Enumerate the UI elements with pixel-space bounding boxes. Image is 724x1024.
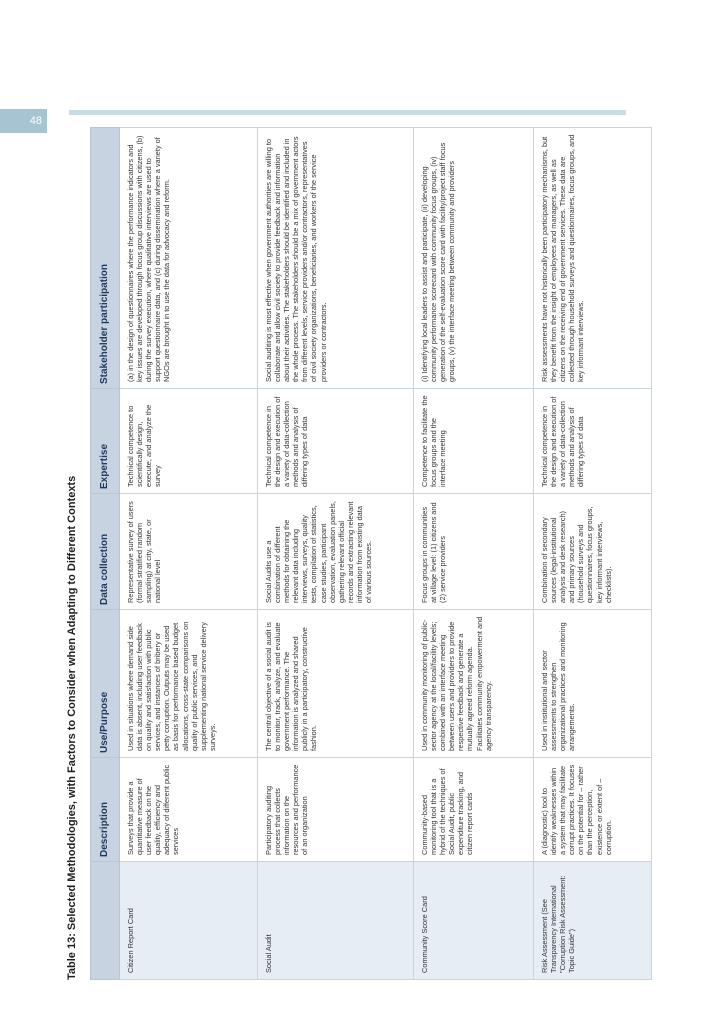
row-use-purpose: Used in situations where demand side data is absent, including user feedback on quality and satisfaction with public services, and instances of bribery or petty corruption. Outputs may be used as basis for performance based budget allocations, cross-state comparisons on quality of public services, and supplementing national service delivery surveys. bbox=[120, 610, 258, 758]
row-methodology-name: Social Audit bbox=[258, 862, 414, 980]
row-description: Surveys that provide a quantitative measure of user feedback on the quality, efficiency and adequacy of different public services bbox=[120, 758, 258, 862]
header-description: Description bbox=[91, 758, 120, 862]
row-methodology-name: Risk Assessment (See Transparency International "Corruption Risk Assessment: Topic Guide") bbox=[534, 862, 652, 980]
table-row bbox=[414, 128, 534, 980]
row-stakeholder-participation: (i) Identifying local leaders to assist and participate, (ii) developing community performance scorecard with community focus groups, (iv) generation of the self-evaluation score card with facility/project staff focus groups, (v) the interface meeting between community and providers bbox=[414, 128, 534, 389]
row-use-purpose: Used in institutional and sector assessments to strengthen organizational practices and monitoring arrangements. bbox=[534, 610, 652, 758]
row-use-purpose: The central objective of a social audit is to monitor, track, analyze, and evaluate government performance. The information is analyzed and shared publicly in a participatory, constructive fashion. bbox=[258, 610, 414, 758]
row-expertise: Competence to facilitate the focus groups and the interface meeting bbox=[414, 389, 534, 494]
page-number: 48 bbox=[0, 109, 47, 133]
table-row bbox=[258, 128, 414, 980]
row-methodology-name: Community Score Card bbox=[414, 862, 534, 980]
row-data-collection: Combination of secondary sources (legal-institutional analysis and desk research) and primary sources (household surveys and questionnaires, focus groups, key informant interviews, checklists). bbox=[534, 494, 652, 610]
table-row bbox=[534, 128, 652, 980]
row-data-collection: Representative survey of users (formal stratified random sampling) at city, state, or national level bbox=[120, 494, 258, 610]
row-methodology-name: Citizen Report Card bbox=[120, 862, 258, 980]
row-data-collection: Social Audits use a combination of different methods for obtaining the relevant data including interviews, surveys, quality tests, compilation of statistics, case studies, participant observation, evaluation panels, gathering relevant official records and extracting relevant information from existing data of various sources. bbox=[258, 494, 414, 610]
row-description: Participatory auditing process that collects information on the resources and performance of an organization bbox=[258, 758, 414, 862]
header-blank bbox=[91, 862, 120, 980]
header-expertise: Expertise bbox=[91, 389, 120, 494]
methodologies-table bbox=[90, 127, 652, 980]
row-expertise: Technical competence to scientifically design, execute, and analyze the survey bbox=[120, 389, 258, 494]
rotated-table-frame bbox=[66, 20, 626, 980]
row-description: A (diagnostic) tool to identify weaknesses within a system that may facilitate corrupt practices. It focuses on the potential for – rather than the perception, existence or extent of – corruption. bbox=[534, 758, 652, 862]
row-data-collection: Focus groups in communities at village level: (1) citizens and (2) service providers bbox=[414, 494, 534, 610]
table-row bbox=[120, 128, 258, 980]
row-use-purpose: Used in community monitoring of public-sector agency at the local/facility levels; combined with an interface meeting between users and providers to provide respective feedback and generate a mutually agreed reform agenda. Facilitates community empowerment and agency transparency. bbox=[414, 610, 534, 758]
header-data-collection: Data collection bbox=[91, 494, 120, 610]
row-stakeholder-participation: Social auditing is most effective when government authorities are willing to collaborate and allow civil society to provide feedback and information about their activities. The stakeholders should be identified and included in the whole process. The stakeholders should be a mix of government actors from different levels, service providers and/or contractors, representatives of civil society organizations, beneficiaries, and workers of the service providers or contractors. bbox=[258, 128, 414, 389]
row-expertise: Technical competence in the design and execution of a variety of data-collection methods and analysis of differing types of data bbox=[258, 389, 414, 494]
row-stakeholder-participation: (a) in the design of questionnaires where the performance indicators and key issues are developed through focus group discussions with citizens, (b) during the survey execution, where qualitative interviews are used to support questionnaire data, and (c) during dissemination where a variety of NGOs are brought in to use the data for advocacy and reform. bbox=[120, 128, 258, 389]
table-header-row bbox=[91, 128, 120, 980]
table-caption: Table 13: Selected Methodologies, with Factors to Consider when Adapting to Different Contexts bbox=[66, 475, 78, 980]
header-stakeholder-participation: Stakeholder participation bbox=[91, 128, 120, 389]
header-use-purpose: Use/Purpose bbox=[91, 610, 120, 758]
row-expertise: Technical competence in the design and execution of a variety of data-collection methods and analysis of differing types of data bbox=[534, 389, 652, 494]
row-description: Community-based monitoring tool that is a hybrid of the techniques of Social Audit, public expenditure tracking, and citizen report cards bbox=[414, 758, 534, 862]
row-stakeholder-participation: Risk assessments have not historically been participatory mechanisms, but they benefit from the insight of employees and managers, as well as citizens on the receiving end of government services. These data are collected through household surveys and questionnaires, focus groups, and key informant interviews. bbox=[534, 128, 652, 389]
